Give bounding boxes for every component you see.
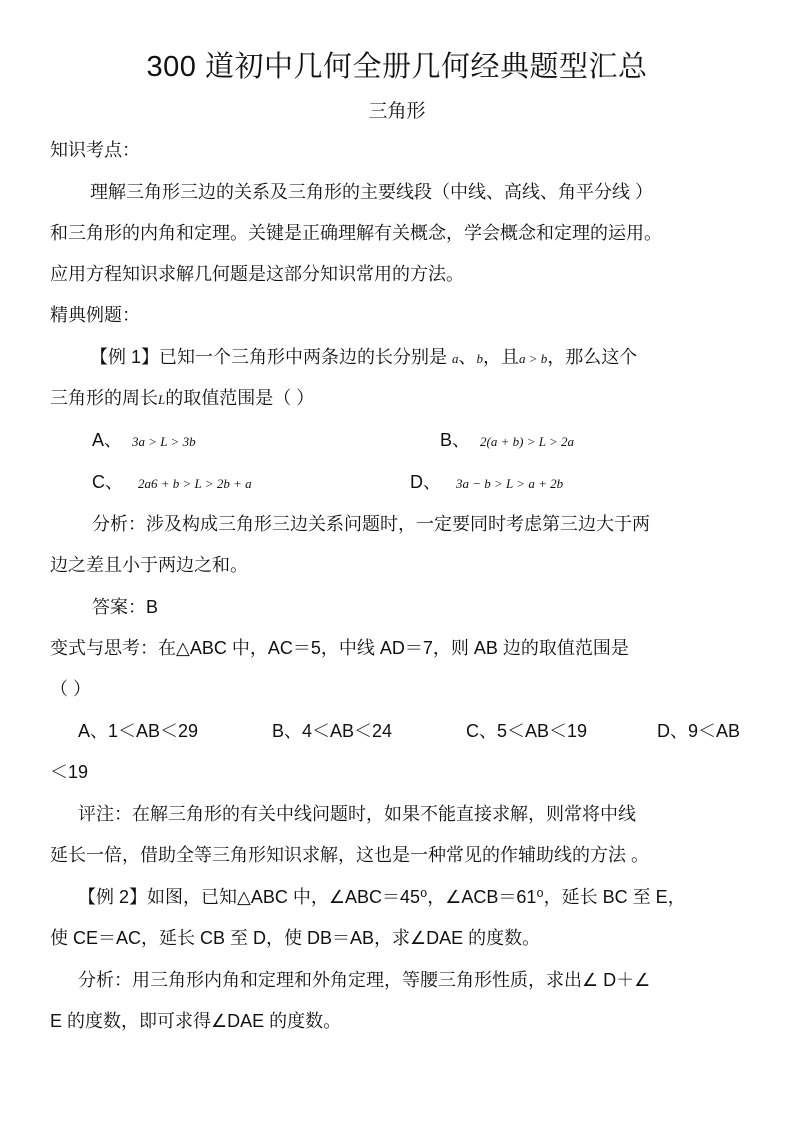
page-title: 300 道初中几何全册几何经典题型汇总 xyxy=(146,51,648,83)
page-subtitle: 三角形 xyxy=(368,101,426,122)
variant-option-a: A、1＜AB＜29 xyxy=(78,721,199,741)
knowledge-paragraph-line-3: 应用方程知识求解几何题是这部分知识常用的方法。 xyxy=(50,264,464,284)
variant-option-b: B、4＜AB＜24 xyxy=(272,721,393,741)
variant-option-d-continued: ＜19 xyxy=(50,762,89,782)
knowledge-paragraph-line-2: 和三角形的内角和定理。关键是正确理解有关概念，学会概念和定理的运用。 xyxy=(50,223,662,243)
variable-b: b xyxy=(476,351,484,366)
example-2-analysis-line-1: 分析：用三角形内角和定理和外角定理，等腰三角形性质，求出∠ D＋∠ xyxy=(78,970,651,990)
example-2-line-2: 使 CE＝AC，延长 CB 至 D，使 DB＝AB，求∠DAE 的度数。 xyxy=(50,928,541,948)
example-1-analysis-line-1: 分析：涉及构成三角形三边关系问题时，一定要同时考虑第三边大于两 xyxy=(92,514,650,534)
example-2-line-1: 【例 2】如图，已知△ABC 中，∠ABC＝45⁰，∠ACB＝61⁰，延长 BC 至 E， xyxy=(78,887,686,907)
example-1-text-e: 的取值范围是（ ） xyxy=(165,388,315,408)
option-a-expression: 3a > L > 3b xyxy=(132,434,196,449)
option-a xyxy=(92,428,196,454)
knowledge-paragraph-line-1: 理解三角形三边的关系及三角形的主要线段（中线、高线、角平分线 ） xyxy=(90,182,653,202)
example-1-text-a: 【例 1】已知一个三角形中两条边的长分别是 xyxy=(90,347,448,367)
variable-a: a xyxy=(452,351,459,366)
example-1-text-b: ，且 xyxy=(483,347,520,367)
option-d xyxy=(410,470,563,496)
separator: 、 xyxy=(458,347,477,367)
examples-heading: 精典例题： xyxy=(50,305,140,325)
option-c xyxy=(92,470,252,496)
variant-option-c: C、5＜AB＜19 xyxy=(466,721,588,741)
example-1-line-1 xyxy=(90,345,637,371)
condition-a-gt-b: a > b xyxy=(519,351,548,366)
variant-question-line-1: 变式与思考：在△ABC 中，AC＝5，中线 AD＝7，则 AB 边的取值范围是 xyxy=(50,638,629,658)
example-1-analysis-line-2: 边之差且小于两边之和。 xyxy=(50,555,248,575)
option-b xyxy=(440,428,574,454)
option-b-expression: 2(a + b) > L > 2a xyxy=(480,434,575,449)
example-1-line-2 xyxy=(50,386,314,412)
option-c-label: C、 xyxy=(92,472,123,492)
option-d-expression: 3a − b > L > a + 2b xyxy=(456,476,564,491)
variable-L: L xyxy=(158,392,166,407)
example-2-analysis-line-2: E 的度数，即可求得∠DAE 的度数。 xyxy=(50,1011,342,1031)
option-b-label: B、 xyxy=(440,430,471,450)
option-a-label: A、 xyxy=(92,430,123,450)
knowledge-heading: 知识考点： xyxy=(50,140,140,160)
variant-option-d: D、9＜AB xyxy=(657,721,741,741)
option-c-expression: 2a6 + b > L > 2b + a xyxy=(138,476,252,491)
example-1-answer: 答案：B xyxy=(92,597,159,617)
example-1-text-d: 三角形的周长 xyxy=(50,388,158,408)
example-1-text-c: ，那么这个 xyxy=(547,347,638,367)
option-d-label: D、 xyxy=(410,472,441,492)
comment-line-1: 评注：在解三角形的有关中线问题时，如果不能直接求解，则常将中线 xyxy=(78,804,636,824)
variant-question-line-2: （ ） xyxy=(50,679,92,699)
comment-line-2: 延长一倍，借助全等三角形知识求解，这也是一种常见的作辅助线的方法 。 xyxy=(50,845,649,865)
